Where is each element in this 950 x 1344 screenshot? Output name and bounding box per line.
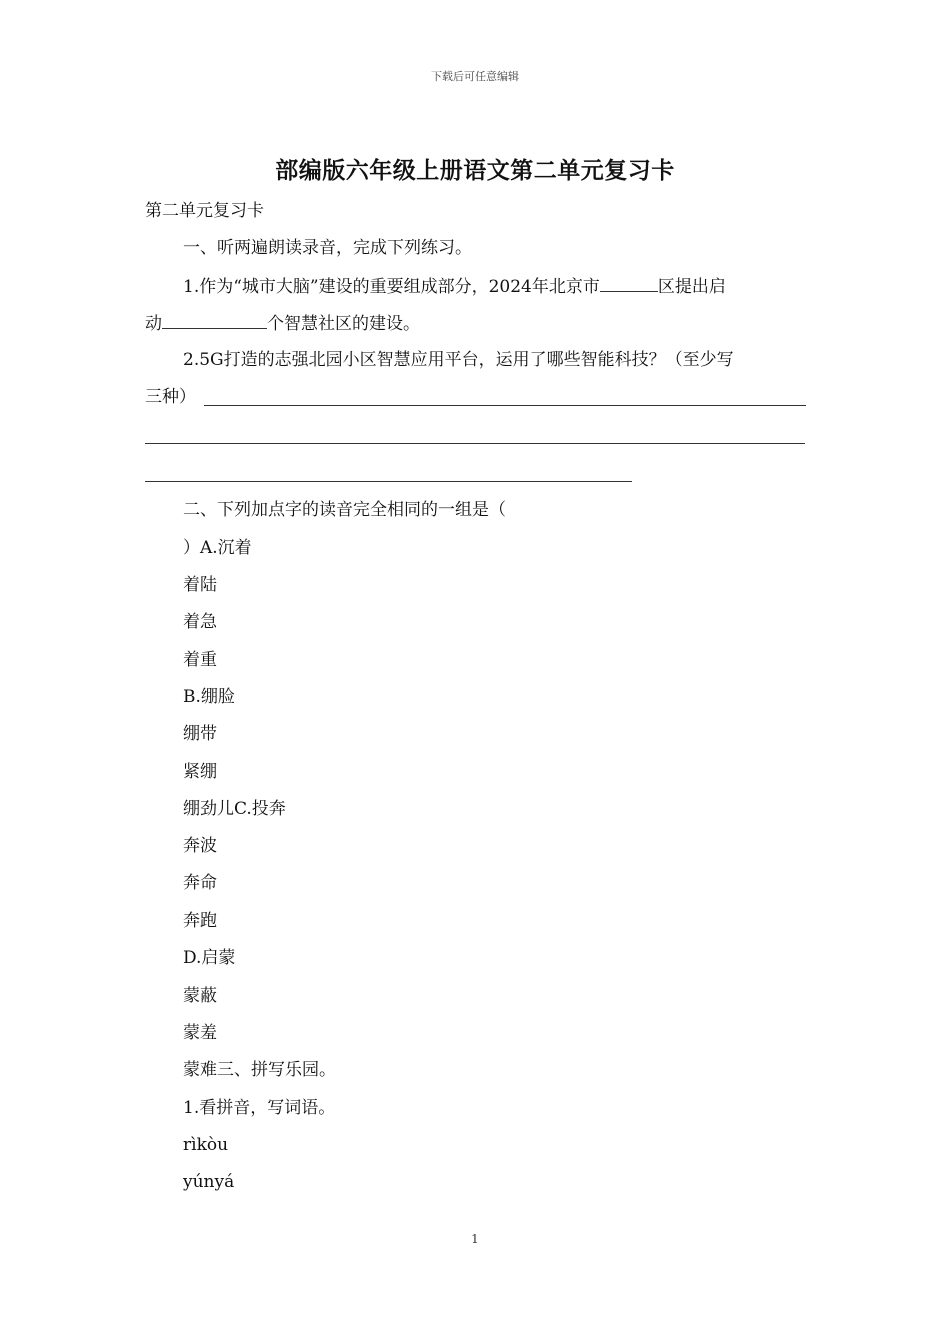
pinyin-item: rìkòu [183, 1135, 229, 1155]
option-line: 着急 [183, 612, 217, 632]
question-1-line-2 [145, 312, 420, 335]
option-line: D.启蒙 [183, 948, 236, 968]
section2-heading: 二、下列加点字的读音完全相同的一组是（ [183, 500, 506, 520]
document-subtitle: 第二单元复习卡 [145, 201, 264, 221]
answer-blank-count[interactable] [162, 312, 267, 329]
option-line: 绷带 [183, 724, 217, 744]
question-1-text-a: 1.作为“城市大脑”建设的重要组成部分，2024年北京市 [183, 277, 600, 297]
option-line: B.绷脸 [183, 687, 235, 707]
option-line: ）A.沉着 [183, 538, 252, 558]
answer-line-3[interactable] [145, 481, 632, 482]
option-line: 奔跑 [183, 911, 217, 931]
option-line: 蒙难三、拼写乐园。 [183, 1060, 336, 1080]
question-1-line-1 [183, 275, 726, 298]
answer-line-1[interactable] [204, 405, 806, 406]
question-1-text-b: 区提出启 [657, 277, 726, 297]
pinyin-item: yúnyá [183, 1172, 235, 1192]
page-header-note: 下载后可任意编辑 [431, 70, 519, 83]
option-line: 蒙羞 [183, 1023, 217, 1043]
option-line: 着重 [183, 650, 217, 670]
option-line: 绷劲儿C.投奔 [183, 799, 286, 819]
option-line: 奔命 [183, 873, 217, 893]
option-line: 蒙蔽 [183, 986, 217, 1006]
page-number: 1 [471, 1232, 479, 1246]
question-1-text-c: 动 [145, 314, 162, 334]
answer-blank-district[interactable] [600, 275, 658, 292]
question-2-line-2: 三种） [145, 387, 196, 407]
answer-line-2[interactable] [145, 443, 805, 444]
option-line: 奔波 [183, 836, 217, 856]
pinyin-instruction: 1.看拼音，写词语。 [183, 1098, 336, 1118]
question-1-text-d: 个智慧社区的建设。 [267, 314, 420, 334]
option-line: 着陆 [183, 575, 217, 595]
question-2-line-1: 2.5G打造的志强北园小区智慧应用平台，运用了哪些智能科技？（至少写 [183, 350, 734, 370]
document-title: 部编版六年级上册语文第二单元复习卡 [275, 157, 675, 184]
section1-heading: 一、听两遍朗读录音，完成下列练习。 [183, 238, 472, 258]
option-line: 紧绷 [183, 762, 217, 782]
